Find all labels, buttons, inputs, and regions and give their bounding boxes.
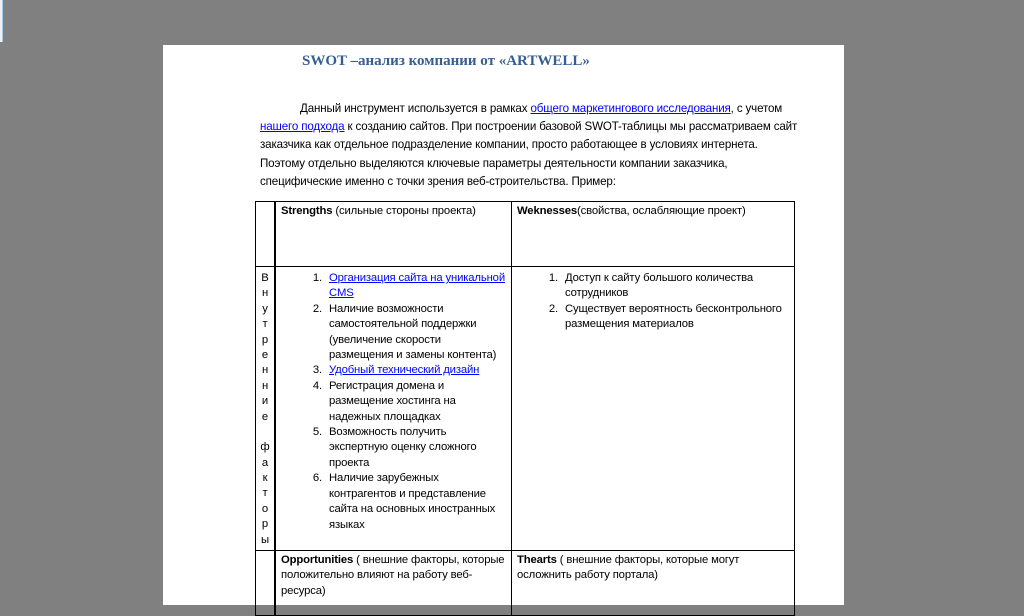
weaknesses-cell	[512, 267, 795, 551]
weakness-item: 2. Существует вероятность бесконтрольного размещения материалов	[561, 302, 789, 333]
strength-item	[325, 425, 506, 471]
text: (сильные стороны проекта)	[332, 205, 476, 217]
text: (свойства, ослабляющие проект)	[577, 205, 746, 217]
empty-cell	[256, 202, 276, 267]
link-marketing-research[interactable]: общего маркетингового исследования	[530, 102, 731, 115]
text: к созданию сайтов. При построении базовой SWOT-таблицы мы рассматриваем сайт заказчика как отдельное подразделение компании, просто работающее в условиях интернета. Поэтому отдельно выделяются ключевые параметры деятельности компании заказчика, специфические именно с точки зрения веб-строительства. Пример:	[260, 120, 798, 188]
side-letter: р	[261, 518, 269, 531]
side-letter: у	[262, 302, 268, 315]
side-letter: н	[261, 287, 269, 300]
strength-item	[325, 471, 506, 533]
side-letter: н	[261, 364, 269, 377]
opportunities-header	[275, 551, 512, 616]
intro-paragraph	[260, 100, 805, 191]
swot-table	[255, 201, 795, 616]
document-page	[163, 45, 844, 605]
side-letter	[256, 425, 274, 440]
strength-item	[325, 363, 506, 378]
strength-item	[325, 302, 506, 364]
weaknesses-list	[517, 271, 789, 333]
side-letter: е	[261, 410, 269, 423]
weakness-item: 1. Доступ к сайту большого количества сотрудников	[561, 271, 789, 302]
side-letter: ы	[261, 533, 269, 546]
internal-factors-label	[256, 267, 276, 551]
strength-item	[325, 379, 506, 425]
strength-link[interactable]: Организация сайта на уникальной CMS	[329, 272, 505, 300]
side-letter: т	[262, 318, 268, 331]
text: Strengths	[281, 205, 333, 217]
text: Thearts	[517, 554, 557, 567]
side-letter: н	[261, 379, 269, 392]
strength-text: Наличие зарубежных контрагентов и представление сайта на основных иностранных языках	[329, 472, 496, 531]
strength-text: Возможность получить экспертную оценку сложного проекта	[329, 426, 477, 469]
side-letter: к	[262, 472, 268, 485]
side-letter: е	[261, 348, 269, 361]
text: Данный инструмент используется в рамках	[300, 102, 531, 115]
strength-link[interactable]: Удобный технический дизайн	[329, 364, 480, 377]
window-edge	[0, 0, 3, 42]
side-letter: а	[261, 456, 269, 469]
side-letter: о	[261, 502, 269, 515]
strength-text: Регистрация домена и размещение хостинга на надежных площадках	[329, 379, 456, 423]
side-letter: ф	[260, 441, 270, 454]
side-letter: и	[261, 395, 269, 408]
side-letter: р	[261, 333, 269, 346]
strength-item	[325, 271, 506, 302]
side-letter: т	[262, 487, 268, 500]
strengths-header	[275, 202, 512, 267]
weaknesses-header	[512, 202, 795, 267]
text: ( внешние факторы, которые положительно влияют на работу веб-ресурса)	[281, 554, 505, 597]
strength-text: Наличие возможности самостоятельной поддержки (увеличение скорости размещения и замены контента)	[329, 302, 497, 362]
side-letter: В	[261, 272, 269, 284]
text: ( внешние факторы, которые могут осложнить работу портала)	[517, 554, 740, 582]
link-our-approach[interactable]: нашего подхода	[260, 120, 345, 134]
text: Weknesses	[517, 205, 577, 217]
strengths-cell	[275, 267, 512, 551]
text: Opportunities	[281, 554, 354, 567]
empty-cell	[256, 551, 276, 616]
text: , с учетом	[730, 102, 783, 115]
threats-header	[512, 551, 795, 616]
document-title: SWOT –анализ компании от «ARTWELL»	[302, 53, 590, 69]
strengths-list	[281, 271, 506, 533]
